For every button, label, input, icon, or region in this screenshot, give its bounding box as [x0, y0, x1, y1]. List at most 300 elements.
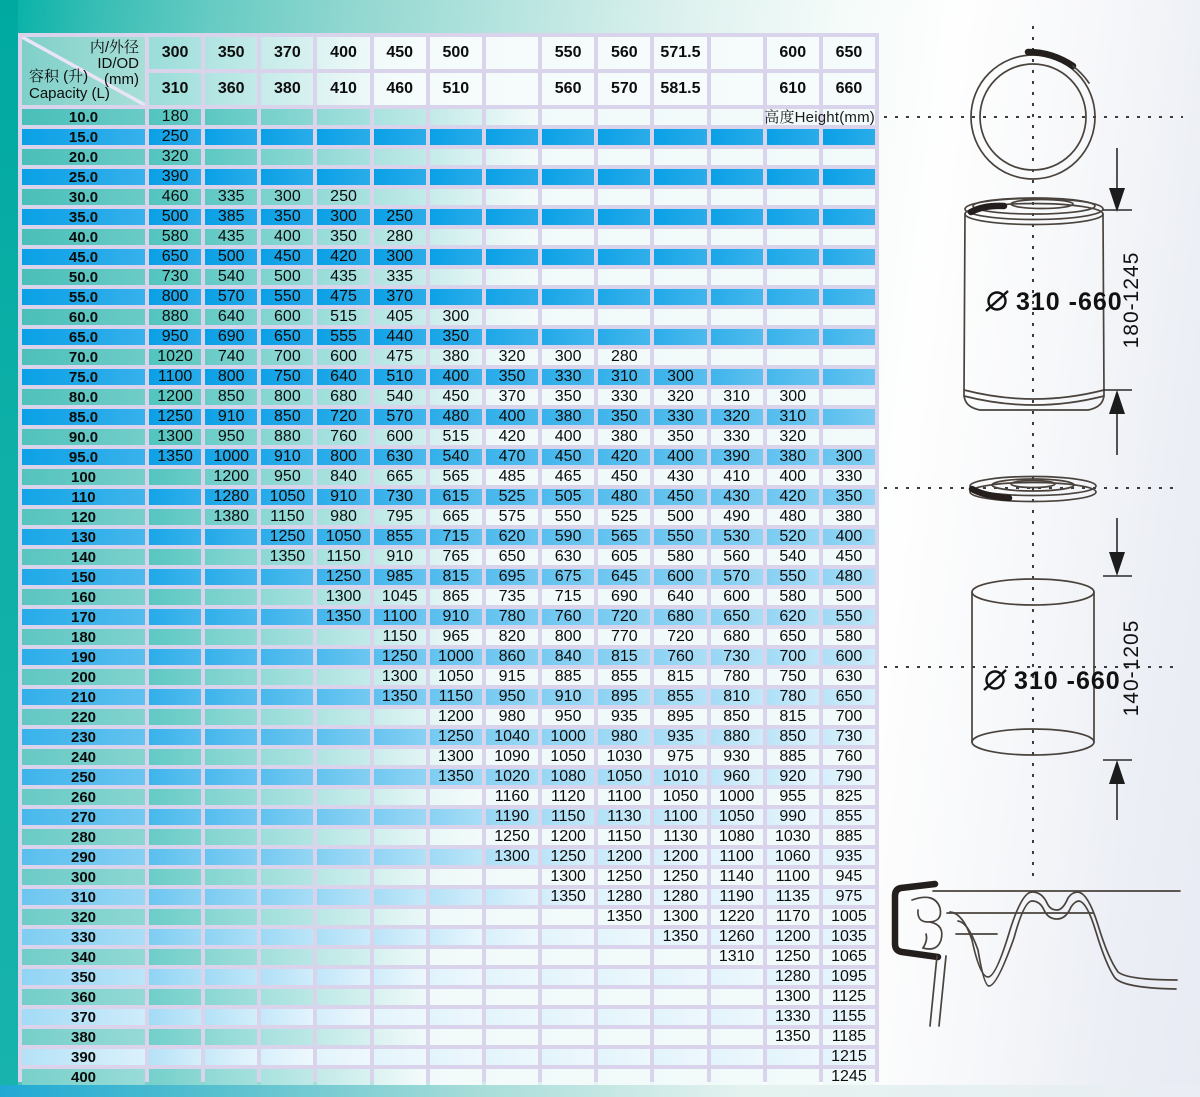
height-cell: [711, 129, 763, 145]
height-cell: 300: [654, 369, 706, 385]
height-cell: [767, 149, 819, 165]
column-header-id: 300: [149, 37, 201, 69]
height-cell: 525: [486, 489, 538, 505]
height-cell: [654, 1049, 706, 1065]
height-cell: 760: [542, 609, 594, 625]
height-cell: 630: [374, 449, 426, 465]
height-cell: [486, 989, 538, 1005]
height-cell: 895: [654, 709, 706, 725]
height-cell: 910: [317, 489, 369, 505]
height-cell: [317, 929, 369, 945]
height-cell: 1190: [711, 889, 763, 905]
column-header-id: 650: [823, 37, 875, 69]
height-cell: [149, 969, 201, 985]
height-cell: [205, 649, 257, 665]
column-header-od: 460: [374, 73, 426, 105]
height-cell: 645: [598, 569, 650, 585]
height-cell: 1130: [598, 809, 650, 825]
height-cell: [261, 989, 313, 1005]
height-cell: 730: [149, 269, 201, 285]
height-cell: 1280: [598, 889, 650, 905]
height-cell: [317, 1009, 369, 1025]
height-cell: 350: [317, 229, 369, 245]
corner-label-id-od-cn: 内/外径: [89, 39, 139, 56]
height-cell: 820: [486, 629, 538, 645]
height-cell: 1050: [542, 749, 594, 765]
height-cell: 985: [374, 569, 426, 585]
height-cell: 570: [205, 289, 257, 305]
height-cell: [205, 609, 257, 625]
corner-label-capacity-en: Capacity (L): [29, 85, 110, 102]
height-cell: [261, 589, 313, 605]
height-cell: 1150: [542, 809, 594, 825]
height-cell: 280: [598, 349, 650, 365]
height-cell: [205, 889, 257, 905]
height-cell: 510: [374, 369, 426, 385]
height-cell: 815: [430, 569, 482, 585]
height-cell: [711, 369, 763, 385]
height-cell: [823, 369, 875, 385]
row-capacity-label: 370: [22, 1009, 145, 1025]
height-cell: 715: [542, 589, 594, 605]
height-cell: 350: [430, 329, 482, 345]
row-capacity-label: 150: [22, 569, 145, 585]
height-cell: 470: [486, 449, 538, 465]
row-capacity-label: 130: [22, 529, 145, 545]
row-capacity-label: 110: [22, 489, 145, 505]
height-cell: [317, 809, 369, 825]
height-cell: [374, 829, 426, 845]
height-cell: [205, 589, 257, 605]
height-cell: 750: [767, 669, 819, 685]
height-cell: 335: [374, 269, 426, 285]
height-cell: 570: [711, 569, 763, 585]
height-cell: 1300: [654, 909, 706, 925]
height-cell: 250: [317, 189, 369, 205]
height-cell: [205, 949, 257, 965]
height-cell: [486, 1049, 538, 1065]
left-accent-strip: [0, 0, 18, 1097]
height-cell: [767, 249, 819, 265]
height-cell: [430, 209, 482, 225]
height-cell: 1250: [261, 529, 313, 545]
height-cell: [823, 309, 875, 325]
height-cell: 865: [430, 589, 482, 605]
height-cell: [767, 169, 819, 185]
height-cell: [205, 1049, 257, 1065]
height-cell: 615: [430, 489, 482, 505]
height-cell: 950: [542, 709, 594, 725]
height-cell: [486, 269, 538, 285]
height-cell: 895: [598, 689, 650, 705]
height-cell: [598, 1069, 650, 1085]
height-cell: [430, 789, 482, 805]
height-cell: [654, 1029, 706, 1045]
height-cell: 390: [149, 169, 201, 185]
height-cell: [430, 869, 482, 885]
height-cell: 330: [711, 429, 763, 445]
height-cell: 980: [598, 729, 650, 745]
height-cell: [205, 109, 257, 125]
height-cell: 1200: [654, 849, 706, 865]
height-cell: [711, 349, 763, 365]
height-cell: 400: [261, 229, 313, 245]
height-cell: [711, 969, 763, 985]
height-cell: 935: [823, 849, 875, 865]
height-cell: 1380: [205, 509, 257, 525]
height-cell: 730: [823, 729, 875, 745]
height-cell: [711, 1049, 763, 1065]
row-capacity-label: 340: [22, 949, 145, 965]
height-cell: [374, 969, 426, 985]
height-cell: [654, 349, 706, 365]
height-cell: 1250: [317, 569, 369, 585]
row-capacity-label: 20.0: [22, 149, 145, 165]
height-cell: [598, 209, 650, 225]
row-capacity-label: 100: [22, 469, 145, 485]
height-cell: 500: [654, 509, 706, 525]
height-cell: 780: [767, 689, 819, 705]
height-cell: [767, 309, 819, 325]
height-cell: [261, 769, 313, 785]
height-cell: [542, 109, 594, 125]
height-cell: [149, 1029, 201, 1045]
row-capacity-label: 230: [22, 729, 145, 745]
height-cell: 680: [711, 629, 763, 645]
height-cell: [317, 789, 369, 805]
open-drum-height-range: 140-1205: [1120, 619, 1143, 717]
height-cell: [261, 629, 313, 645]
height-cell: 730: [711, 649, 763, 665]
height-cell: [598, 1029, 650, 1045]
height-cell: 400: [654, 449, 706, 465]
height-cell: [598, 309, 650, 325]
height-cell: 630: [542, 549, 594, 565]
height-cell: 945: [823, 869, 875, 885]
height-cell: [205, 789, 257, 805]
height-cell: 450: [654, 489, 706, 505]
height-cell: 1200: [149, 389, 201, 405]
height-cell: 810: [711, 689, 763, 705]
height-cell: 975: [823, 889, 875, 905]
height-cell: 860: [486, 649, 538, 665]
height-cell: 915: [486, 669, 538, 685]
height-cell: 390: [711, 449, 763, 465]
row-capacity-label: 380: [22, 1029, 145, 1045]
height-cell: 1000: [711, 789, 763, 805]
height-cell: 475: [374, 349, 426, 365]
height-cell: [542, 989, 594, 1005]
height-cell: [430, 1029, 482, 1045]
height-cell: [654, 229, 706, 245]
height-cell: [205, 669, 257, 685]
row-capacity-label: 85.0: [22, 409, 145, 425]
height-cell: [261, 889, 313, 905]
height-cell: [261, 929, 313, 945]
drum-technical-drawings: [878, 0, 1200, 1097]
height-cell: 1100: [711, 849, 763, 865]
height-cell: [149, 669, 201, 685]
height-cell: [317, 989, 369, 1005]
height-cell: 350: [542, 389, 594, 405]
height-cell: 1150: [374, 629, 426, 645]
closed-drum-height-range: 180-1245: [1120, 251, 1143, 349]
height-cell: 300: [823, 449, 875, 465]
height-cell: [598, 989, 650, 1005]
height-cell: 405: [374, 309, 426, 325]
corner-label-id-od-unit: (mm): [104, 71, 139, 88]
height-cell: 420: [317, 249, 369, 265]
height-cell: [430, 269, 482, 285]
row-capacity-label: 180: [22, 629, 145, 645]
height-cell: 1300: [374, 669, 426, 685]
height-cell: 1300: [486, 849, 538, 865]
height-cell: 1250: [149, 409, 201, 425]
height-cell: [317, 729, 369, 745]
height-cell: 605: [598, 549, 650, 565]
height-cell: 565: [430, 469, 482, 485]
height-cell: [205, 849, 257, 865]
height-cell: 550: [767, 569, 819, 585]
height-cell: [486, 209, 538, 225]
height-cell: 620: [486, 529, 538, 545]
height-cell: [598, 949, 650, 965]
height-cell: 630: [823, 669, 875, 685]
height-cell: [430, 829, 482, 845]
height-cell: [317, 949, 369, 965]
height-cell: [542, 189, 594, 205]
height-cell: 700: [261, 349, 313, 365]
height-cell: 800: [317, 449, 369, 465]
height-cell: [430, 169, 482, 185]
height-cell: [149, 889, 201, 905]
height-cell: 665: [430, 509, 482, 525]
height-cell: [598, 289, 650, 305]
height-cell: 815: [598, 649, 650, 665]
height-cell: 1090: [486, 749, 538, 765]
height-cell: 320: [711, 409, 763, 425]
height-cell: 1350: [317, 609, 369, 625]
height-cell: [654, 269, 706, 285]
height-cell: [430, 189, 482, 205]
height-cell: 910: [261, 449, 313, 465]
height-cell: [486, 249, 538, 265]
height-cell: [430, 809, 482, 825]
height-cell: 1200: [542, 829, 594, 845]
height-cell: [711, 189, 763, 205]
height-cell: 485: [486, 469, 538, 485]
height-cell: 280: [374, 229, 426, 245]
column-header-od: 510: [430, 73, 482, 105]
height-cell: 690: [205, 329, 257, 345]
height-cell: [205, 529, 257, 545]
column-header-od: 380: [261, 73, 313, 105]
height-cell: [598, 929, 650, 945]
height-cell: [823, 329, 875, 345]
height-cell: [317, 849, 369, 865]
height-cell: [149, 569, 201, 585]
height-cell: [542, 209, 594, 225]
height-cell: [486, 909, 538, 925]
height-cell: [149, 909, 201, 925]
height-cell: 1125: [823, 989, 875, 1005]
height-cell: 500: [823, 589, 875, 605]
height-cell: 525: [598, 509, 650, 525]
closed-drum-diameter-label: [986, 288, 1123, 316]
column-header-od: 560: [542, 73, 594, 105]
height-cell: 1300: [430, 749, 482, 765]
height-cell: 530: [711, 529, 763, 545]
height-cell: 1300: [149, 429, 201, 445]
column-header-od: 310: [149, 73, 201, 105]
height-cell: [205, 989, 257, 1005]
row-capacity-label: 210: [22, 689, 145, 705]
row-capacity-label: 65.0: [22, 329, 145, 345]
height-cell: [711, 1009, 763, 1025]
height-cell: 770: [598, 629, 650, 645]
height-cell: 880: [149, 309, 201, 325]
height-cell: [374, 729, 426, 745]
height-cell: [374, 189, 426, 205]
height-cell: 540: [205, 269, 257, 285]
height-cell: [823, 249, 875, 265]
height-cell: [486, 169, 538, 185]
height-cell: [205, 749, 257, 765]
height-cell: 320: [149, 149, 201, 165]
row-capacity-label: 45.0: [22, 249, 145, 265]
height-cell: 400: [542, 429, 594, 445]
height-cell: 330: [654, 409, 706, 425]
height-cell: 1200: [430, 709, 482, 725]
height-cell: [317, 769, 369, 785]
height-cell: 800: [149, 289, 201, 305]
height-cell: 310: [711, 389, 763, 405]
height-cell: [542, 1029, 594, 1045]
row-capacity-label: 330: [22, 929, 145, 945]
height-cell: [205, 549, 257, 565]
height-cell: [261, 169, 313, 185]
height-cell: 1190: [486, 809, 538, 825]
height-cell: 760: [654, 649, 706, 665]
height-cell: 540: [374, 389, 426, 405]
height-cell: 990: [767, 809, 819, 825]
height-cell: [430, 129, 482, 145]
height-cell: [205, 769, 257, 785]
height-cell: 700: [823, 709, 875, 725]
height-cell: [654, 149, 706, 165]
height-cell: 1160: [486, 789, 538, 805]
height-cell: 565: [598, 529, 650, 545]
row-capacity-label: 190: [22, 649, 145, 665]
height-cell: 540: [430, 449, 482, 465]
height-cell: 420: [767, 489, 819, 505]
height-cell: 680: [317, 389, 369, 405]
height-cell: [486, 329, 538, 345]
height-cell: [205, 969, 257, 985]
height-cell: 950: [486, 689, 538, 705]
height-cell: [823, 389, 875, 405]
height-cell: [823, 129, 875, 145]
row-capacity-label: 25.0: [22, 169, 145, 185]
height-cell: 310: [767, 409, 819, 425]
height-cell: 760: [317, 429, 369, 445]
height-cell: 400: [767, 469, 819, 485]
height-cell: 320: [767, 429, 819, 445]
height-cell: 880: [711, 729, 763, 745]
height-cell: 1350: [430, 769, 482, 785]
height-cell: 665: [374, 469, 426, 485]
height-cell: [261, 789, 313, 805]
height-cell: 330: [542, 369, 594, 385]
height-cell: [261, 669, 313, 685]
height-cell: [767, 129, 819, 145]
height-cell: 1350: [767, 1029, 819, 1045]
row-capacity-label: 280: [22, 829, 145, 845]
height-cell: [205, 909, 257, 925]
height-cell: 730: [374, 489, 426, 505]
height-cell: 1300: [767, 989, 819, 1005]
height-cell: 580: [654, 549, 706, 565]
height-cell: [317, 889, 369, 905]
height-cell: 430: [711, 489, 763, 505]
height-cell: [486, 1069, 538, 1085]
height-cell: [767, 189, 819, 205]
height-cell: [149, 689, 201, 705]
height-cell: [654, 1069, 706, 1085]
row-capacity-label: 90.0: [22, 429, 145, 445]
height-cell: [374, 809, 426, 825]
height-cell: 740: [205, 349, 257, 365]
height-cell: 1250: [430, 729, 482, 745]
height-cell: 620: [767, 609, 819, 625]
open-drum-diameter-label: [984, 667, 1121, 695]
height-cell: [374, 889, 426, 905]
column-header-id: 600: [767, 37, 819, 69]
height-cell: 1150: [261, 509, 313, 525]
height-cell: [654, 309, 706, 325]
height-cell: [149, 589, 201, 605]
height-cell: 1080: [711, 829, 763, 845]
height-cell: [317, 149, 369, 165]
height-cell: [711, 249, 763, 265]
height-cell: 650: [823, 689, 875, 705]
height-cell: [374, 109, 426, 125]
height-cell: 885: [542, 669, 594, 685]
height-cell: [205, 1009, 257, 1025]
height-cell: [598, 269, 650, 285]
height-cell: [261, 729, 313, 745]
height-cell: [542, 149, 594, 165]
height-cell: 515: [430, 429, 482, 445]
column-header-id: 500: [430, 37, 482, 69]
height-cell: [149, 729, 201, 745]
height-cell: 515: [317, 309, 369, 325]
height-cell: 600: [317, 349, 369, 365]
height-cell: 1120: [542, 789, 594, 805]
height-cell: [149, 849, 201, 865]
height-cell: 1300: [317, 589, 369, 605]
height-cell: 885: [823, 829, 875, 845]
height-cell: 1150: [598, 829, 650, 845]
height-cell: 550: [823, 609, 875, 625]
height-cell: 300: [430, 309, 482, 325]
height-cell: [317, 869, 369, 885]
height-cell: [542, 329, 594, 345]
row-capacity-label: 350: [22, 969, 145, 985]
height-cell: 1245: [823, 1069, 875, 1085]
capacity-height-table: [18, 33, 879, 1086]
height-cell: [654, 209, 706, 225]
